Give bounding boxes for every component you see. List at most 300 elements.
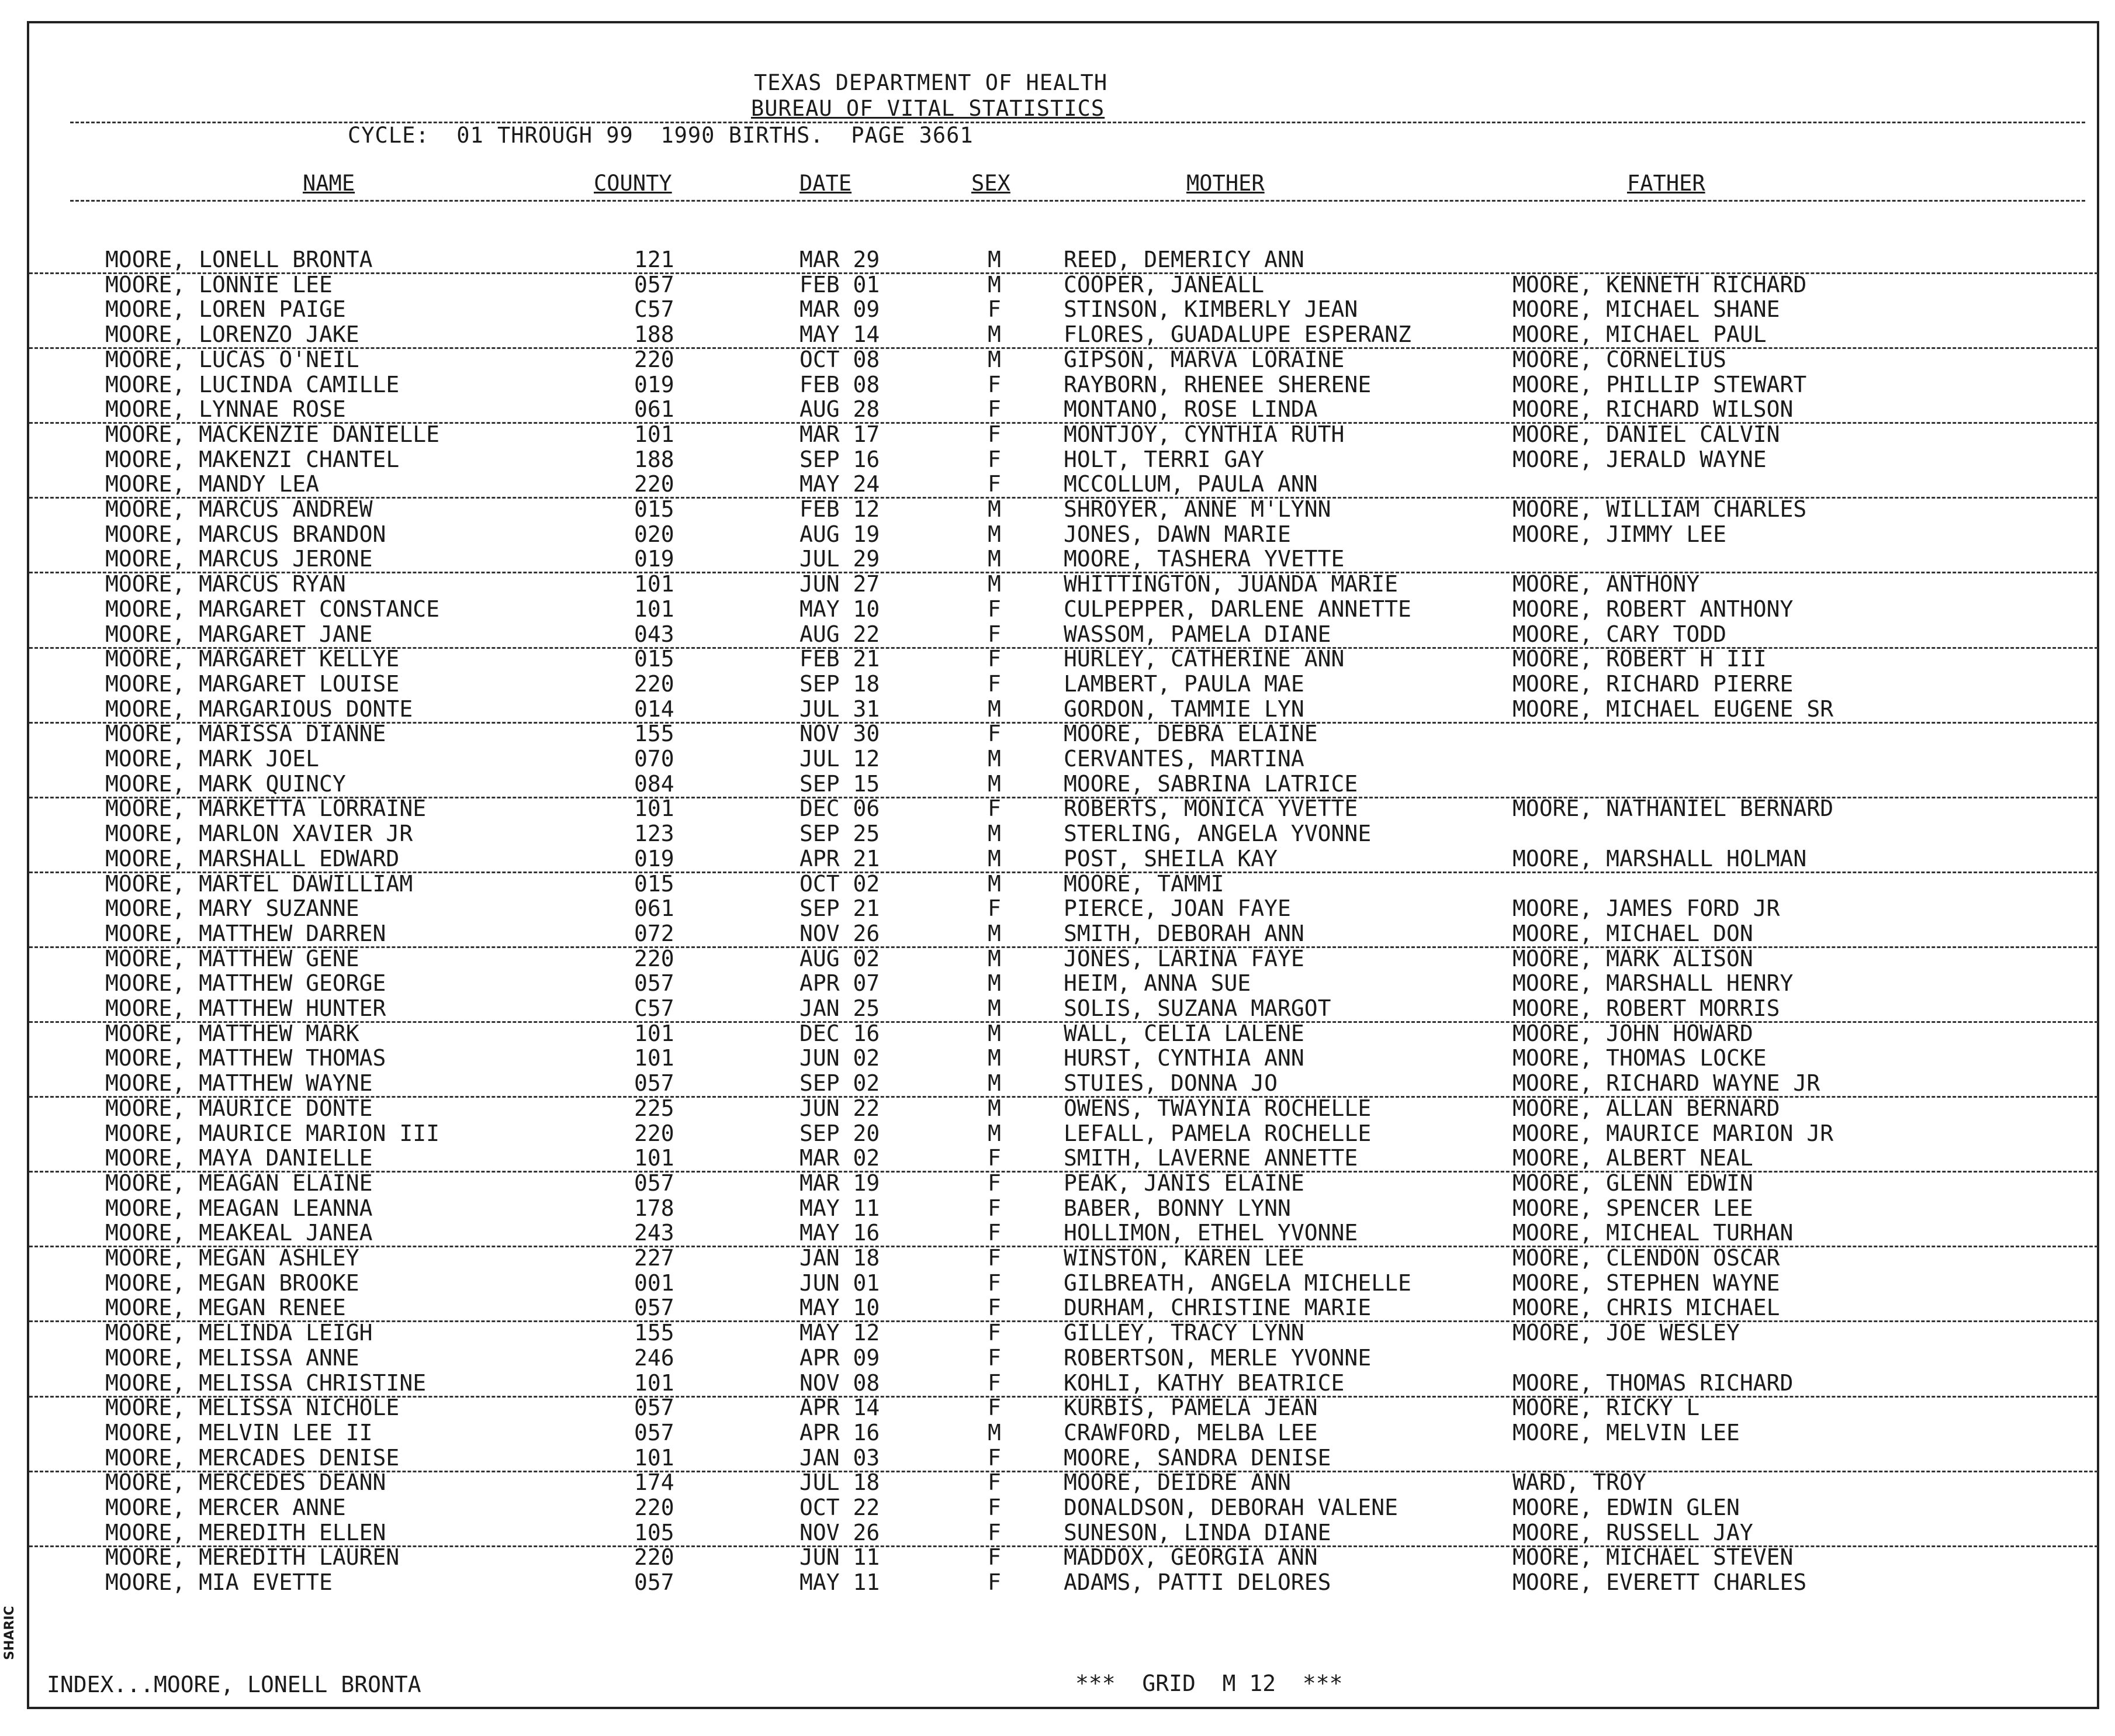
cell-mother: MOORE, TASHERA YVETTE — [1064, 546, 1345, 572]
column-header-divider — [70, 200, 2085, 202]
cell-county: 101 — [634, 1445, 674, 1471]
cell-name: MOORE, MARKETTA LORRAINE — [105, 796, 427, 821]
cell-mother: WASSOM, PAMELA DIANE — [1064, 621, 1331, 647]
cell-sex: F — [988, 1370, 1001, 1396]
cell-county: 015 — [634, 496, 674, 522]
cell-name: MOORE, LORENZO JAKE — [105, 321, 359, 347]
table-row — [29, 671, 2098, 697]
cell-date: MAR 09 — [799, 296, 880, 322]
cell-name: MOORE, MATTHEW HUNTER — [105, 995, 386, 1021]
column-header-father: FATHER — [1627, 171, 1705, 196]
cell-date: MAY 12 — [799, 1320, 880, 1346]
cell-mother: SMITH, LAVERNE ANNETTE — [1064, 1145, 1358, 1171]
cell-father: MOORE, MICHAEL DON — [1512, 921, 1753, 946]
cell-county: 057 — [634, 1295, 674, 1320]
cell-sex: M — [988, 970, 1001, 996]
cell-date: JAN 18 — [799, 1245, 880, 1271]
cell-county: 057 — [634, 1395, 674, 1420]
cell-mother: ROBERTS, MONICA YVETTE — [1064, 796, 1358, 821]
cell-sex: M — [988, 995, 1001, 1021]
cell-sex: M — [988, 696, 1001, 722]
cell-sex: M — [988, 1420, 1001, 1445]
cell-father: MOORE, EDWIN GLEN — [1512, 1495, 1740, 1520]
cell-sex: F — [988, 1195, 1001, 1221]
cell-date: APR 09 — [799, 1345, 880, 1371]
cell-mother: MOORE, TAMMI — [1064, 871, 1224, 897]
table-row — [29, 871, 2098, 897]
table-row — [29, 1495, 2098, 1520]
cell-county: 019 — [634, 372, 674, 397]
cell-father: MOORE, MARSHALL HENRY — [1512, 970, 1794, 996]
cell-sex: F — [988, 372, 1001, 397]
table-row — [29, 1544, 2098, 1570]
cell-sex: M — [988, 1121, 1001, 1146]
cell-name: MOORE, MATTHEW DARREN — [105, 921, 386, 946]
cell-county: 057 — [634, 1070, 674, 1096]
cell-mother: PIERCE, JOAN FAYE — [1064, 895, 1291, 921]
cell-name: MOORE, MEREDITH ELLEN — [105, 1520, 386, 1545]
cell-name: MOORE, MAURICE DONTE — [105, 1095, 373, 1121]
cell-county: 020 — [634, 521, 674, 547]
cell-date: FEB 12 — [799, 496, 880, 522]
cell-date: MAY 10 — [799, 596, 880, 622]
table-row — [29, 1270, 2098, 1296]
table-row — [29, 696, 2098, 724]
cell-mother: BABER, BONNY LYNN — [1064, 1195, 1291, 1221]
cell-name: MOORE, MARGARIOUS DONTE — [105, 696, 413, 722]
table-row — [29, 421, 2098, 447]
footer-grid: *** GRID M 12 *** — [1075, 1671, 1343, 1696]
header-cycle: CYCLE: 01 THROUGH 99 1990 BIRTHS. PAGE 3661 — [348, 123, 974, 148]
cell-county: 101 — [634, 571, 674, 597]
cell-father: MOORE, THOMAS RICHARD — [1512, 1370, 1794, 1396]
cell-mother: STUIES, DONNA JO — [1064, 1070, 1278, 1096]
cell-mother: COOPER, JANEALL — [1064, 272, 1265, 298]
table-row — [29, 895, 2098, 921]
cell-father: MOORE, MICHAEL SHANE — [1512, 296, 1780, 322]
table-row — [29, 771, 2098, 798]
cell-county: 019 — [634, 846, 674, 872]
cell-county: 061 — [634, 396, 674, 422]
cell-name: MOORE, MARGARET CONSTANCE — [105, 596, 439, 622]
cell-sex: F — [988, 796, 1001, 821]
table-row — [29, 272, 2098, 298]
table-row — [29, 447, 2098, 472]
table-row — [29, 372, 2098, 397]
cell-county: C57 — [634, 995, 674, 1021]
cell-sex: F — [988, 1469, 1001, 1495]
cell-name: MOORE, MARISSA DIANNE — [105, 721, 386, 746]
cell-mother: MOORE, SANDRA DENISE — [1064, 1445, 1331, 1471]
table-row — [29, 1045, 2098, 1071]
cell-sex: F — [988, 471, 1001, 497]
cell-sex: M — [988, 946, 1001, 971]
document-page — [27, 21, 2099, 1709]
cell-county: 227 — [634, 1245, 674, 1271]
cell-father: MOORE, NATHANIEL BERNARD — [1512, 796, 1834, 821]
cell-father: MOORE, CARY TODD — [1512, 621, 1727, 647]
cell-date: MAR 29 — [799, 247, 880, 272]
cell-date: SEP 21 — [799, 895, 880, 921]
table-row — [29, 1195, 2098, 1221]
cell-father: MOORE, KENNETH RICHARD — [1512, 272, 1807, 298]
cell-county: 101 — [634, 421, 674, 447]
cell-date: OCT 22 — [799, 1495, 880, 1520]
cell-name: MOORE, MACKENZIE DANIELLE — [105, 421, 439, 447]
column-header-date: DATE — [799, 171, 852, 196]
cell-mother: STINSON, KIMBERLY JEAN — [1064, 296, 1358, 322]
cell-sex: M — [988, 347, 1001, 372]
cell-date: SEP 16 — [799, 447, 880, 472]
cell-sex: F — [988, 621, 1001, 647]
cell-mother: JONES, DAWN MARIE — [1064, 521, 1291, 547]
cell-name: MOORE, MARK QUINCY — [105, 771, 346, 797]
cell-name: MOORE, MELISSA CHRISTINE — [105, 1370, 427, 1396]
cell-mother: OWENS, TWAYNIA ROCHELLE — [1064, 1095, 1372, 1121]
cell-county: 220 — [634, 347, 674, 372]
cell-name: MOORE, MATTHEW THOMAS — [105, 1045, 386, 1071]
cell-date: SEP 25 — [799, 821, 880, 846]
cell-sex: F — [988, 1520, 1001, 1545]
cell-date: MAY 16 — [799, 1220, 880, 1246]
cell-sex: F — [988, 1445, 1001, 1471]
table-row — [29, 1021, 2098, 1046]
cell-county: 043 — [634, 621, 674, 647]
cell-father: MOORE, ANTHONY — [1512, 571, 1700, 597]
cell-name: MOORE, LUCAS O'NEIL — [105, 347, 359, 372]
cell-father: MOORE, STEPHEN WAYNE — [1512, 1270, 1780, 1296]
cell-county: 015 — [634, 871, 674, 897]
cell-date: SEP 15 — [799, 771, 880, 797]
cell-mother: HURST, CYNTHIA ANN — [1064, 1045, 1304, 1071]
cell-date: AUG 28 — [799, 396, 880, 422]
cell-sex: M — [988, 496, 1001, 522]
cell-name: MOORE, MEAKEAL JANEA — [105, 1220, 373, 1246]
cell-father: WARD, TROY — [1512, 1469, 1646, 1495]
cell-father: MOORE, EVERETT CHARLES — [1512, 1569, 1807, 1595]
cell-date: DEC 16 — [799, 1021, 880, 1046]
table-row — [29, 846, 2098, 873]
cell-mother: ROBERTSON, MERLE YVONNE — [1064, 1345, 1372, 1371]
side-tag: SHARIC — [2, 1606, 17, 1660]
cell-mother: MOORE, DEIDRE ANN — [1064, 1469, 1291, 1495]
table-row — [29, 347, 2098, 372]
cell-name: MOORE, MEGAN ASHLEY — [105, 1245, 359, 1271]
cell-date: JAN 03 — [799, 1445, 880, 1471]
table-row — [29, 1345, 2098, 1371]
table-row — [29, 1569, 2098, 1595]
cell-father: MOORE, CORNELIUS — [1512, 347, 1727, 372]
cell-county: 155 — [634, 721, 674, 746]
cell-mother: SOLIS, SUZANA MARGOT — [1064, 995, 1331, 1021]
cell-date: MAY 11 — [799, 1195, 880, 1221]
table-row — [29, 946, 2098, 971]
cell-mother: MONTJOY, CYNTHIA RUTH — [1064, 421, 1345, 447]
cell-name: MOORE, LOREN PAIGE — [105, 296, 346, 322]
cell-name: MOORE, MEGAN BROOKE — [105, 1270, 359, 1296]
cell-name: MOORE, MAKENZI CHANTEL — [105, 447, 400, 472]
cell-name: MOORE, LYNNAE ROSE — [105, 396, 346, 422]
table-row — [29, 646, 2098, 672]
header-department: TEXAS DEPARTMENT OF HEALTH — [754, 70, 1108, 95]
footer-index: INDEX...MOORE, LONELL BRONTA — [47, 1672, 421, 1697]
cell-date: NOV 08 — [799, 1370, 880, 1396]
cell-sex: F — [988, 1220, 1001, 1246]
cell-sex: F — [988, 421, 1001, 447]
cell-county: 220 — [634, 1121, 674, 1146]
cell-date: SEP 02 — [799, 1070, 880, 1096]
cell-father: MOORE, SPENCER LEE — [1512, 1195, 1753, 1221]
cell-name: MOORE, MERCEDES DEANN — [105, 1469, 386, 1495]
cell-father: MOORE, ROBERT ANTHONY — [1512, 596, 1794, 622]
cell-county: 101 — [634, 1021, 674, 1046]
cell-father: MOORE, MELVIN LEE — [1512, 1420, 1740, 1445]
cell-date: MAR 17 — [799, 421, 880, 447]
table-row — [29, 1445, 2098, 1472]
cell-father: MOORE, ROBERT H III — [1512, 646, 1767, 672]
cell-sex: M — [988, 272, 1001, 298]
cell-county: 057 — [634, 272, 674, 298]
cell-date: JUN 11 — [799, 1544, 880, 1570]
cell-sex: M — [988, 746, 1001, 772]
table-row — [29, 621, 2098, 649]
cell-county: 101 — [634, 1045, 674, 1071]
cell-mother: MOORE, DEBRA ELAINE — [1064, 721, 1318, 746]
cell-date: APR 07 — [799, 970, 880, 996]
cell-father: MOORE, WILLIAM CHARLES — [1512, 496, 1807, 522]
cell-county: 220 — [634, 1544, 674, 1570]
cell-sex: F — [988, 1544, 1001, 1570]
cell-mother: PEAK, JANIS ELAINE — [1064, 1170, 1304, 1196]
cell-sex: M — [988, 521, 1001, 547]
cell-name: MOORE, MATTHEW GENE — [105, 946, 359, 971]
cell-name: MOORE, MEGAN RENEE — [105, 1295, 346, 1320]
table-row — [29, 396, 2098, 424]
cell-date: MAY 24 — [799, 471, 880, 497]
cell-county: 057 — [634, 1420, 674, 1445]
cell-father: MOORE, MAURICE MARION JR — [1512, 1121, 1834, 1146]
cell-date: APR 21 — [799, 846, 880, 872]
cell-county: 188 — [634, 321, 674, 347]
cell-father: MOORE, MICHEAL TURHAN — [1512, 1220, 1794, 1246]
cell-name: MOORE, MELISSA ANNE — [105, 1345, 359, 1371]
cell-name: MOORE, LONNIE LEE — [105, 272, 333, 298]
cell-county: 178 — [634, 1195, 674, 1221]
cell-sex: F — [988, 296, 1001, 322]
cell-county: 220 — [634, 946, 674, 971]
column-header-county: COUNTY — [594, 171, 672, 196]
cell-sex: M — [988, 1070, 1001, 1096]
cell-sex: F — [988, 596, 1001, 622]
table-row — [29, 496, 2098, 522]
cell-mother: LAMBERT, PAULA MAE — [1064, 671, 1304, 697]
column-header-sex: SEX — [971, 171, 1010, 196]
table-row — [29, 921, 2098, 948]
cell-father: MOORE, ALBERT NEAL — [1512, 1145, 1753, 1171]
cell-name: MOORE, MIA EVETTE — [105, 1569, 333, 1595]
cell-county: 057 — [634, 970, 674, 996]
cell-sex: F — [988, 396, 1001, 422]
cell-date: JUL 12 — [799, 746, 880, 772]
cell-county: 001 — [634, 1270, 674, 1296]
cell-date: JUL 31 — [799, 696, 880, 722]
cell-mother: MADDOX, GEORGIA ANN — [1064, 1544, 1318, 1570]
table-row — [29, 746, 2098, 772]
cell-mother: MOORE, SABRINA LATRICE — [1064, 771, 1358, 797]
cell-father: MOORE, ALLAN BERNARD — [1512, 1095, 1780, 1121]
table-row — [29, 970, 2098, 996]
cell-name: MOORE, MARK JOEL — [105, 746, 320, 772]
cell-mother: SUNESON, LINDA DIANE — [1064, 1520, 1331, 1545]
cell-name: MOORE, MARGARET LOUISE — [105, 671, 400, 697]
cell-county: 243 — [634, 1220, 674, 1246]
cell-mother: ADAMS, PATTI DELORES — [1064, 1569, 1331, 1595]
cell-mother: GIPSON, MARVA LORAINE — [1064, 347, 1345, 372]
cell-father: MOORE, MICHAEL EUGENE SR — [1512, 696, 1834, 722]
cell-sex: M — [988, 321, 1001, 347]
cell-date: NOV 26 — [799, 921, 880, 946]
cell-date: AUG 19 — [799, 521, 880, 547]
cell-sex: F — [988, 447, 1001, 472]
cell-date: MAR 02 — [799, 1145, 880, 1171]
cell-county: 101 — [634, 796, 674, 821]
cell-mother: FLORES, GUADALUPE ESPERANZ — [1064, 321, 1411, 347]
cell-date: MAY 14 — [799, 321, 880, 347]
cell-county: 220 — [634, 471, 674, 497]
cell-date: MAY 10 — [799, 1295, 880, 1320]
cell-mother: WINSTON, KAREN LEE — [1064, 1245, 1304, 1271]
cell-date: APR 16 — [799, 1420, 880, 1445]
table-row — [29, 1420, 2098, 1445]
cell-sex: M — [988, 571, 1001, 597]
cell-mother: RAYBORN, RHENEE SHERENE — [1064, 372, 1372, 397]
cell-mother: HURLEY, CATHERINE ANN — [1064, 646, 1345, 672]
cell-county: 061 — [634, 895, 674, 921]
cell-name: MOORE, MARLON XAVIER JR — [105, 821, 413, 846]
cell-date: JUN 27 — [799, 571, 880, 597]
cell-county: 101 — [634, 1370, 674, 1396]
table-row — [29, 296, 2098, 322]
cell-date: FEB 21 — [799, 646, 880, 672]
cell-father: MOORE, MICHAEL STEVEN — [1512, 1544, 1794, 1570]
cell-sex: M — [988, 771, 1001, 797]
cell-father: MOORE, RICKY L — [1512, 1395, 1700, 1420]
cell-mother: POST, SHEILA KAY — [1064, 846, 1278, 872]
cell-mother: JONES, LARINA FAYE — [1064, 946, 1304, 971]
cell-father: MOORE, MARSHALL HOLMAN — [1512, 846, 1807, 872]
cell-name: MOORE, MANDY LEA — [105, 471, 320, 497]
cell-sex: F — [988, 671, 1001, 697]
cell-county: 072 — [634, 921, 674, 946]
cell-mother: GORDON, TAMMIE LYN — [1064, 696, 1304, 722]
cell-county: 246 — [634, 1345, 674, 1371]
cell-sex: F — [988, 1345, 1001, 1371]
cell-sex: F — [988, 1270, 1001, 1296]
cell-county: 174 — [634, 1469, 674, 1495]
table-row — [29, 821, 2098, 846]
table-row — [29, 1095, 2098, 1121]
cell-county: 101 — [634, 1145, 674, 1171]
cell-father: MOORE, JIMMY LEE — [1512, 521, 1727, 547]
cell-name: MOORE, MATTHEW MARK — [105, 1021, 359, 1046]
cell-name: MOORE, MEAGAN LEANNA — [105, 1195, 373, 1221]
cell-sex: F — [988, 1320, 1001, 1346]
cell-sex: M — [988, 1045, 1001, 1071]
cell-date: FEB 08 — [799, 372, 880, 397]
cell-name: MOORE, MARCUS RYAN — [105, 571, 346, 597]
table-row — [29, 1245, 2098, 1271]
cell-father: MOORE, CLENDON OSCAR — [1512, 1245, 1780, 1271]
cell-county: 220 — [634, 1495, 674, 1520]
cell-mother: GILLEY, TRACY LYNN — [1064, 1320, 1304, 1346]
cell-name: MOORE, MAYA DANIELLE — [105, 1145, 373, 1171]
cell-father: MOORE, RICHARD PIERRE — [1512, 671, 1794, 697]
table-row — [29, 1395, 2098, 1420]
cell-county: 014 — [634, 696, 674, 722]
table-row — [29, 1370, 2098, 1398]
table-row — [29, 1170, 2098, 1196]
cell-mother: KOHLI, KATHY BEATRICE — [1064, 1370, 1345, 1396]
cell-sex: F — [988, 1395, 1001, 1420]
cell-sex: F — [988, 1170, 1001, 1196]
cell-date: MAR 19 — [799, 1170, 880, 1196]
cell-date: AUG 22 — [799, 621, 880, 647]
cell-name: MOORE, MARGARET JANE — [105, 621, 373, 647]
cell-sex: M — [988, 846, 1001, 872]
cell-father: MOORE, DANIEL CALVIN — [1512, 421, 1780, 447]
cell-father: MOORE, JERALD WAYNE — [1512, 447, 1767, 472]
cell-county: 101 — [634, 596, 674, 622]
cell-county: 070 — [634, 746, 674, 772]
table-row — [29, 546, 2098, 573]
cell-name: MOORE, MARGARET KELLYE — [105, 646, 400, 672]
cell-date: JUN 02 — [799, 1045, 880, 1071]
cell-name: MOORE, MAURICE MARION III — [105, 1121, 439, 1146]
table-row — [29, 721, 2098, 746]
cell-county: C57 — [634, 296, 674, 322]
table-row — [29, 596, 2098, 622]
cell-date: SEP 18 — [799, 671, 880, 697]
cell-sex: F — [988, 646, 1001, 672]
cell-name: MOORE, MARSHALL EDWARD — [105, 846, 400, 872]
cell-mother: CRAWFORD, MELBA LEE — [1064, 1420, 1318, 1445]
cell-date: MAY 11 — [799, 1569, 880, 1595]
cell-sex: M — [988, 821, 1001, 846]
table-row — [29, 1220, 2098, 1247]
table-row — [29, 471, 2098, 499]
cell-sex: M — [988, 546, 1001, 572]
cell-sex: M — [988, 921, 1001, 946]
cell-mother: SMITH, DEBORAH ANN — [1064, 921, 1304, 946]
cell-county: 220 — [634, 671, 674, 697]
cell-sex: F — [988, 1295, 1001, 1320]
cell-mother: HEIM, ANNA SUE — [1064, 970, 1251, 996]
cell-county: 155 — [634, 1320, 674, 1346]
table-row — [29, 1520, 2098, 1547]
table-row — [29, 796, 2098, 821]
cell-mother: LEFALL, PAMELA ROCHELLE — [1064, 1121, 1372, 1146]
cell-date: SEP 20 — [799, 1121, 880, 1146]
table-row — [29, 1295, 2098, 1322]
cell-date: JUL 29 — [799, 546, 880, 572]
cell-date: OCT 08 — [799, 347, 880, 372]
table-row — [29, 1320, 2098, 1346]
cell-sex: M — [988, 871, 1001, 897]
cell-mother: GILBREATH, ANGELA MICHELLE — [1064, 1270, 1411, 1296]
cell-name: MOORE, MELVIN LEE II — [105, 1420, 373, 1445]
table-row — [29, 571, 2098, 597]
cell-mother: KURBIS, PAMELA JEAN — [1064, 1395, 1318, 1420]
